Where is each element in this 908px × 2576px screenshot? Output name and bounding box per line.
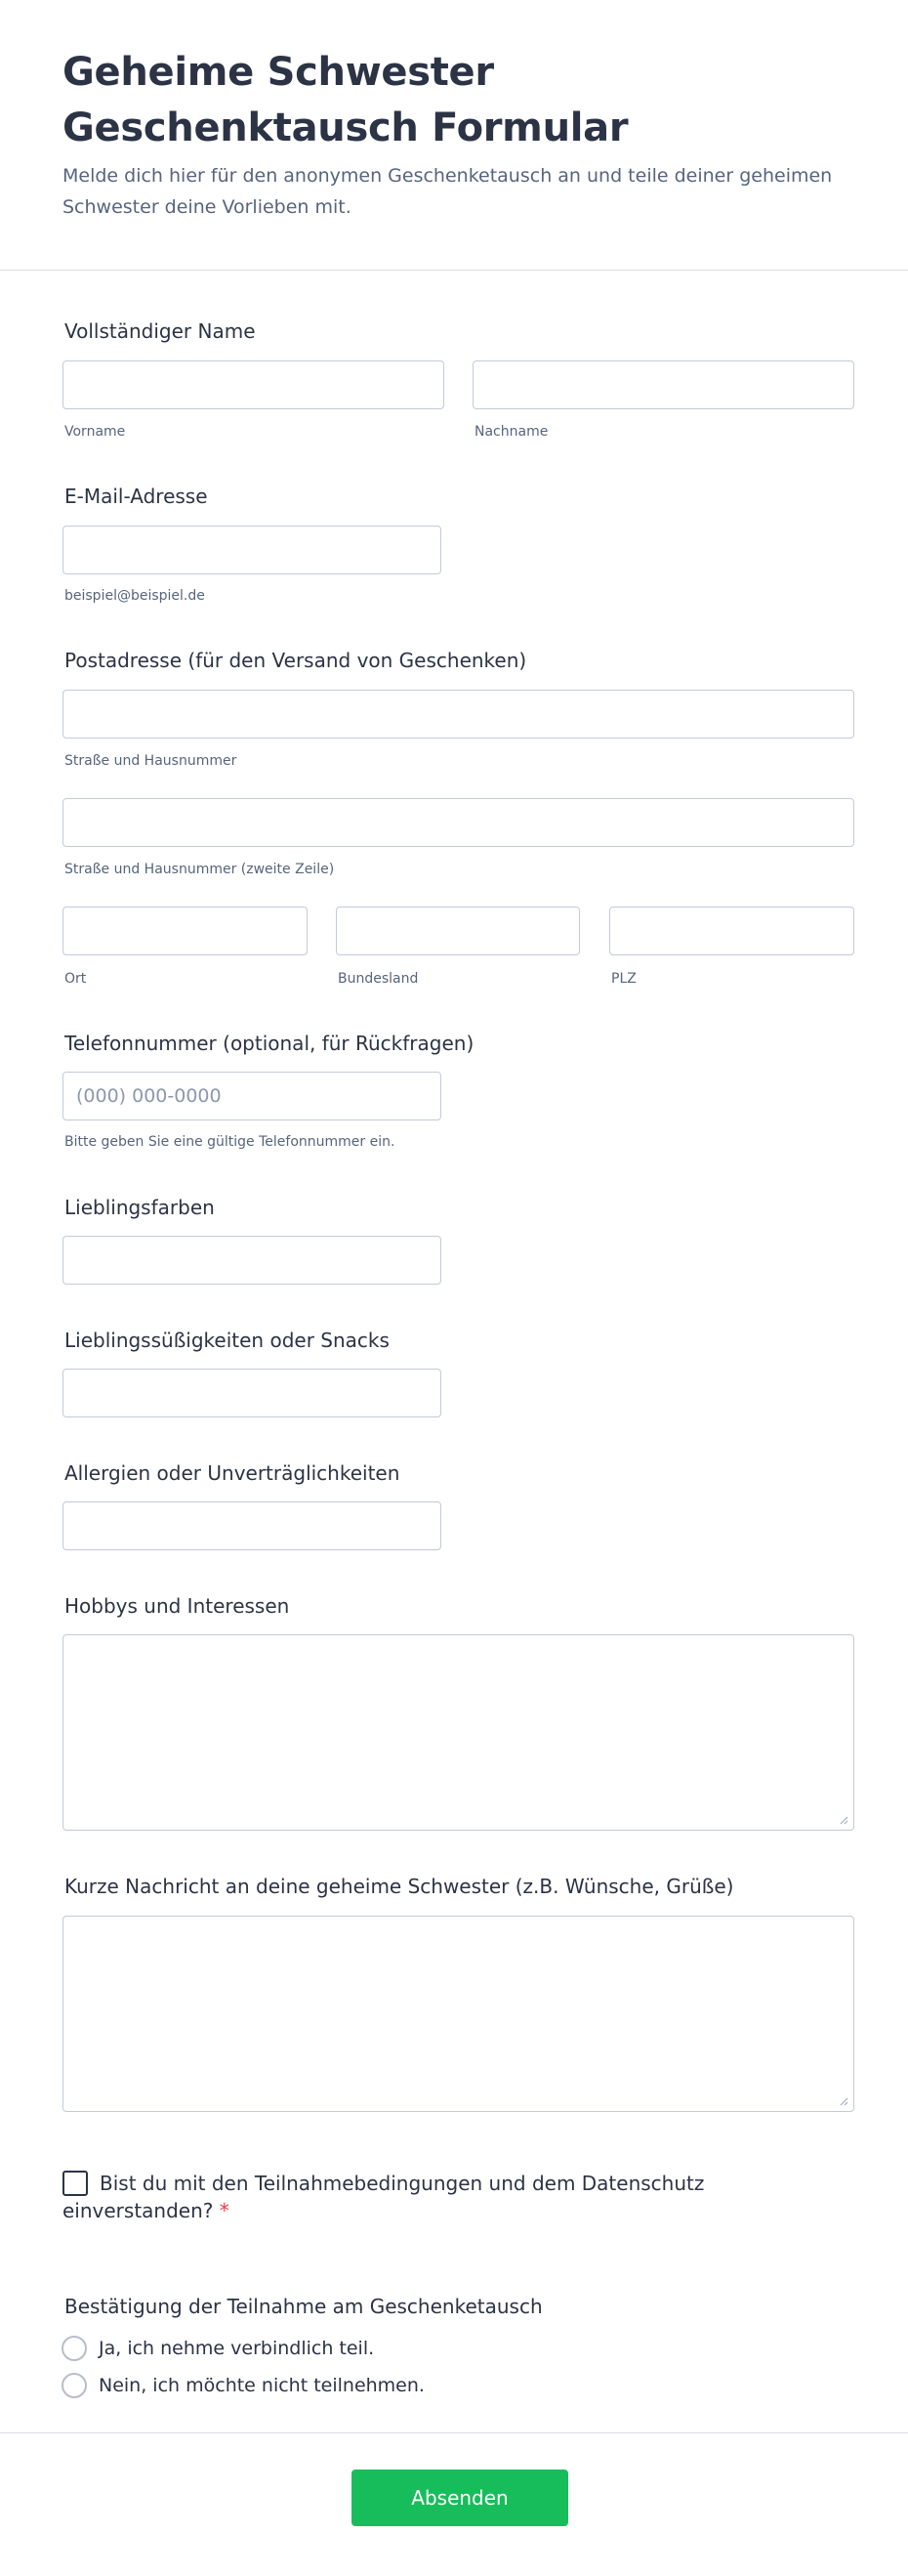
favorite-snacks-label: Lieblingssüßigkeiten oder Snacks <box>64 1329 390 1352</box>
hobbies-label: Hobbys und Interessen <box>64 1594 290 1618</box>
city-sublabel: Ort <box>64 971 87 987</box>
resize-grip-icon[interactable] <box>839 2096 848 2106</box>
email-field[interactable] <box>62 526 441 574</box>
state-input[interactable] <box>336 907 580 955</box>
city-input[interactable] <box>62 907 308 955</box>
favorite-colors-label: Lieblingsfarben <box>64 1196 215 1219</box>
participation-label: Bestätigung der Teilnahme am Geschenketausch <box>64 2295 543 2318</box>
message-label: Kurze Nachricht an deine geheime Schwester (z.B. Wünsche, Grüße) <box>64 1875 734 1898</box>
street-line1-sublabel: Straße und Hausnummer <box>64 753 237 769</box>
phone-input[interactable] <box>62 1072 441 1120</box>
consent-label <box>62 2170 765 2224</box>
message-textarea[interactable] <box>62 1916 854 2112</box>
address-label: Postadresse (für den Versand von Geschenken) <box>64 649 527 672</box>
consent-text: Bist du mit den Teilnahmebedingungen und dem Datenschutz einverstanden? <box>62 2172 705 2222</box>
allergies-label: Allergien oder Unverträglichkeiten <box>64 1461 400 1485</box>
street-line2-input[interactable] <box>62 798 854 847</box>
radio-yes-label[interactable]: Ja, ich nehme verbindlich teil. <box>99 2338 375 2359</box>
required-mark: * <box>219 2199 229 2222</box>
allergies-input[interactable] <box>62 1501 441 1550</box>
form-title: Geheime Schwester Geschenktausch Formular <box>62 50 629 150</box>
phone-sublabel: Bitte geben Sie eine gültige Telefonnummer ein. <box>64 1134 395 1150</box>
street-line1-input[interactable] <box>62 690 854 739</box>
form-subtitle: Melde dich hier für den anonymen Geschenketausch an und teile deiner geheimen Schwester deine Vorlieben mit. <box>62 165 833 218</box>
street-line2-sublabel: Straße und Hausnummer (zweite Zeile) <box>64 862 335 877</box>
hobbies-textarea[interactable] <box>62 1634 854 1831</box>
favorite-colors-input[interactable] <box>62 1236 441 1285</box>
first-name-sublabel: Vorname <box>64 424 126 440</box>
resize-grip-icon[interactable] <box>839 1815 848 1825</box>
first-name-input[interactable] <box>62 360 444 409</box>
submit-button[interactable]: Absenden <box>351 2470 568 2526</box>
radio-no-label[interactable]: Nein, ich möchte nicht teilnehmen. <box>99 2375 425 2396</box>
email-sublabel: beispiel@beispiel.de <box>64 588 205 604</box>
full-name-label: Vollständiger Name <box>64 319 256 343</box>
radio-yes[interactable] <box>62 2336 87 2361</box>
last-name-input[interactable] <box>473 360 854 409</box>
zip-input[interactable] <box>609 907 854 955</box>
zip-sublabel: PLZ <box>611 971 637 987</box>
last-name-sublabel: Nachname <box>475 424 549 440</box>
phone-label: Telefonnummer (optional, für Rückfragen) <box>64 1032 475 1055</box>
footer-divider <box>0 2432 908 2433</box>
email-label: E-Mail-Adresse <box>64 485 208 508</box>
favorite-snacks-input[interactable] <box>62 1369 441 1417</box>
state-sublabel: Bundesland <box>338 971 419 987</box>
radio-no[interactable] <box>62 2373 87 2398</box>
header-divider <box>0 270 908 271</box>
